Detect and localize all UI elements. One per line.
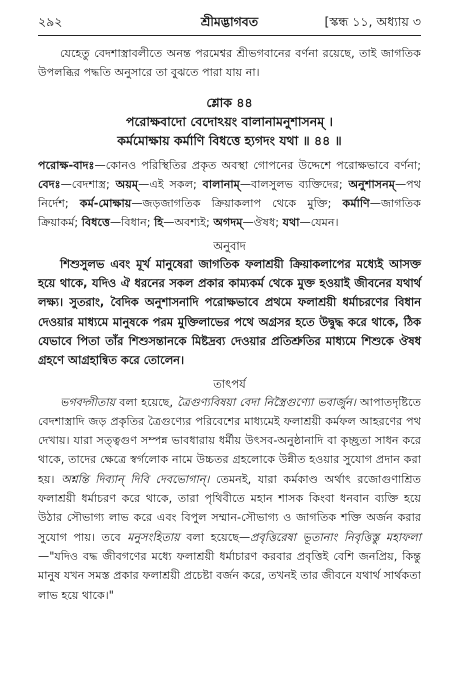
purport-segment: তেমনই, যারা কর্মকাণ্ড অর্থাৎ রজোগুণাশ্রিত ফলাশ্রয়ী ধর্মাচরণ করে থাকে, তারা পৃথিবীতে মহান শাসক কিংবা ধনবান ব্যক্তি হয়ে উঠার সৌভাগ্য লাভ করে এবং বিপুল সম্মান-সৌভাগ্য ও জাগতিক শক্তি অর্জন করার সুযোগ পায়। তবে	[38, 472, 421, 544]
synonym-word: পরোক্ষ-বাদঃ	[38, 158, 95, 172]
verse-line-1: পরোক্ষবাদো বেদোঽয়ং বালানামনুশাসনম্ ।	[126, 113, 333, 129]
synonym-word: অগদম্	[213, 216, 243, 230]
translation-text: শিশুসুলভ এবং মূর্খ মানুষেরা জাগতিক ফলাশ্রয়ী ক্রিয়াকলাপের মধ্যেই আসক্ত হয়ে থাকে, যদিও ঐ ধরনের সকল প্রকার কাম্যকর্ম থেকে মুক্ত হওয়াই জীবনের যথার্থ লক্ষ্য। সুতরাং, বৈদিক অনুশাসনাদি পরোক্ষভাবে প্রথমে ফলাশ্রয়ী ধর্মাচরণের বিধান দেওয়ার মাধ্যমে মানুষকে পরম মুক্তিলাভের পথে অগ্রসর হতে উদ্বুদ্ধ করে থাকে, ঠিক যেভাবে পিতা তাঁর শিশুসন্তানকে মিষ্টদ্রব্য দেওয়ার প্রতিশ্রুতির মাধ্যমে শিশুকে ঔষধ গ্রহণে আগ্রহান্বিত করে তোলেন।	[38, 256, 421, 368]
word-meanings	[38, 156, 421, 233]
synonym-word: কর্মাণি	[342, 197, 370, 211]
synonym-meaning: —কোনও পরিস্থিতির প্রকৃত অবস্থা গোপনের উদ্দেশে পরোক্ষভাবে বর্ণনা;	[94, 158, 421, 172]
purport-segment: আপাতদৃষ্টিতে বেদশাস্ত্রাদি জড় প্রকৃতির ত্রৈগুণ্যের পরিবেশের মাধ্যমেই ফলাশ্রয়ী কর্মফল আহরণের পথ দেখায়। যারা সত্ত্বগুণ সম্পন্ন ভাবধারায় ধর্মীয় উৎসব-অনুষ্ঠানাদি বা কৃচ্ছ্রতা সাধন করে থাকে, তাদের ক্ষেত্রে স্বর্গলোক নামে উচ্চতর গ্রহলোকে উন্নীত হওয়ার সুযোগ প্রদান করা হয়।	[38, 395, 421, 486]
purport-segment: —"যদিও বদ্ধ জীবগণের মধ্যে ফলাশ্রয়ী ধর্মাচারণ করবার প্রবৃত্তিই বেশি জনপ্রিয়, কিন্তু মানুষ যখন সমস্ত প্রকার ফলাশ্রয়ী প্রচেষ্টা বর্জন করে, তখনই তার জীবনে যথার্থ সার্থকতা লাভ হয়ে থাকে।"	[38, 549, 421, 602]
translation-heading: অনুবাদ	[213, 238, 246, 253]
purport-segment: বলা হয়েছে,	[115, 395, 178, 409]
purport-heading: তাৎপর্য	[213, 376, 246, 391]
intro-paragraph: যেহেতু বেদশাস্ত্রাবলীতে অনন্ত পরমেশ্বর শ্রীভগবানের বর্ণনা রয়েছে, তাই জাগতিক উপলব্ধির পদ্ধতি অনুসারে তা বুঝতে পারা যায় না।	[38, 47, 421, 80]
synonym-meaning: —পথ নির্দেশ;	[38, 177, 421, 211]
purport-quote-verse-3: প্রবৃত্তিরেষা ভূতানাং নিবৃত্তিস্তু মহাফলা	[250, 530, 421, 544]
header-divider	[38, 35, 421, 36]
sloka-number: শ্লোক ৪৪	[206, 94, 253, 110]
synonym-meaning: —এই সকল;	[138, 177, 203, 191]
synonym-word: যথা	[282, 216, 300, 230]
synonym-meaning: —জড়জাগতিক ক্রিয়াকলাপ থেকে মুক্তি;	[131, 197, 343, 211]
purport-quote-verse-2: অশ্নন্তি দিব্যান্ দিবি দেবভোগান্।	[61, 472, 210, 486]
synonym-meaning: —বিধান;	[109, 216, 155, 230]
page-header	[38, 14, 421, 34]
synonym-word: অনুশাসনম্	[348, 177, 395, 191]
synonym-meaning: —অবশ্যই;	[163, 216, 214, 230]
synonym-meaning: —ঔষধ;	[242, 216, 283, 230]
synonym-word: বালানাম্	[202, 177, 240, 191]
purport-segment: বলা হয়েছে—	[179, 530, 251, 544]
purport-text	[38, 393, 421, 605]
purport-quote-verse-1: ত্রৈগুণ্যবিষয়া বেদা নিস্ত্রৈগুণ্যো ভবার্জুন।	[177, 395, 356, 409]
synonym-word: হি	[154, 216, 164, 230]
purport-quote-gita: ভগবদ্গীতায়	[60, 395, 116, 409]
synonym-meaning: —বেদশাস্ত্র;	[60, 177, 116, 191]
synonym-meaning: —বালসুলভ ব্যক্তিদের;	[239, 177, 349, 191]
purport-quote-manu: মনুসংহিতায়	[127, 530, 180, 544]
synonym-word: কর্ম-মোক্ষায়	[79, 197, 132, 211]
page-body	[38, 44, 421, 605]
chapter-reference: [স্কন্ধ ১১, অধ্যায় ৩	[324, 14, 421, 29]
synonym-word: অয়ম্	[115, 177, 139, 191]
synonym-word: বেদঃ	[38, 177, 61, 191]
synonym-meaning: —জাগতিক ক্রিয়াকর্ম;	[38, 197, 421, 230]
page-number: ২৯২	[38, 14, 63, 29]
synonym-word: বিধত্তে	[81, 216, 110, 230]
synonym-meaning: —যেমন।	[299, 216, 339, 230]
book-title: শ্রীমদ্ভাগবত	[200, 14, 259, 29]
verse-line-2: কর্মমোক্ষায় কর্মাণি বিধত্তে হ্যগদং যথা ॥ ৪৪ ॥	[117, 132, 342, 148]
